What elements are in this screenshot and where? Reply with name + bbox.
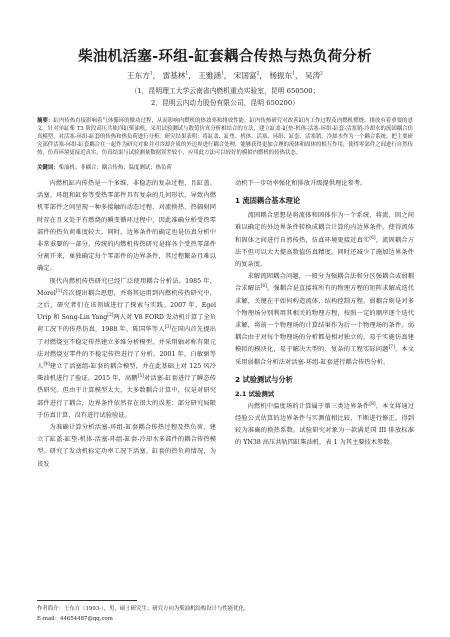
citation: [1] [55,288,63,294]
author-affiliation-mark: 1 [149,71,153,77]
body-paragraph: 动机下一步功率强化和排放升级提供理论参考。 [235,180,367,187]
body-paragraph: 流固耦合思想是将流体和固体作为一个系统，将流、固之间难以确定的外边界条件转换成耦合计算的内边界条件，使得流体和固体之间进行自然传热，仿真环境更接近真实[6]，流固耦合方法不但可以大大提高数值仿真精度，同时还减少了施加边界条件的复杂度。 [235,212,415,269]
email-label: E-mail： [37,616,61,622]
citation: [6] [260,284,267,290]
body-paragraph: 内燃机中温度场的计算属于第三类边界条件[8]。本文将通过经验公式估算的边界条件与实测值相比较，不断进行修正，得到较为准确的换热系数。试验研究对象为一款满足国 III 排放标准的 YN38 高压共轨四缸柴油机，表 1 为其主要技术参数。 [235,401,415,447]
abstract-label: 摘要： [37,118,54,124]
author-name: 雷基林 [162,71,186,80]
citation: [7] [388,345,395,351]
citation: [5] [137,374,144,380]
citation: [4] [43,361,50,367]
body-paragraph: 求解流固耦合问题，一般分为强耦合法和分区强耦合或弱耦合求解法[6]。强耦合是直接将所有的物理方程的矩阵求解成迭代求解，关键在于如何构造流体、结构控制方程。弱耦合则是对多个物理场分别利用其相关的物理方程，按照一定的顺序逐个迭代求解，将前一个物理场的计算结果作为后一个物理场的条件。弱耦合由于对每个物理场的分析都是相对独立的，易于实施仿真建模拟的模块化，易于解决大型的、复杂的工程实际问题[7]。本文采用弱耦合分析法对活塞-环组-缸套进行耦合传热分析。 [235,273,415,366]
citation: [3] [164,325,171,331]
author-name: 王雅涵 [198,71,221,80]
keywords-label: 关键词： [37,165,59,171]
abstract-text: 缸内传热直接影响着气体循环的做功过程，从而影响内燃机的热效率和排放性能。缸内传热研究对改善缸内工作过程及内燃机燃烧、排放有着重要的意义。针对单缸柴 T3 阶段高压共轨四缸柴油机，采用试验测试与数值仿真分析相结合的方法，建立缸盖-缸垫-机体-活塞-环组-缸套-活塞销-冷却水的流固耦合仿真模型，对活塞-环组-缸套的传热和热负荷进行分析。研究结果表明：将缸盖、缸垫、机体、活塞、环组、缸套、活塞销、冷却水作为一个耦合系统，把主要研究部件活塞-环组-缸套耦合在一起作为研究对象并对冷却介质的外边界进行耦合处理，能够获得更加合理的流体和固体的相互作用，使得零部件之间进行自然传热，仿真环境更接近真实，仿真结果与试验测量数据误差较小，应用此方法可以较好的模拟内燃机的传热状态。 [37,118,413,157]
author-name: 杨振东 [269,71,293,80]
keywords-text: 柴油机；非耦合；耦合传热；温度测试；热负荷 [58,165,172,171]
author-affiliation-mark: 1 [185,71,189,77]
body-paragraph: 为准确计算分析活塞-环组-缸套耦合传热过程及热负荷，建立了缸盖-缸垫-机体-活塞-环组-缸套-冷却水多部件的耦合传热模型。研究了发动机标定功率工况下活塞、缸套的热负荷情况，为该发 [37,424,216,468]
author-affiliation-mark: 1 [292,71,295,77]
footnote-divider [37,600,137,601]
author-line: 王东方$^1$， 雷基林$^1$， 王雅涵$^1$， 宋国富$^2$， 杨振东$^1$， 吴涛$^2$ [127,71,323,80]
email-footnote [37,614,113,622]
citation: [6] [369,235,376,241]
citation: [2] [107,313,114,319]
paper-title: 柴油机活塞-环组-缸套耦合传热与热负荷分析 [78,49,372,65]
keywords [37,163,413,171]
footnote-label: 作者简介： [37,606,64,612]
author-affiliation-mark: 1 [220,71,224,77]
subsection-heading: 2.1 试验测试 [235,389,275,398]
footnote-text: 王东方（1993-），男，硕士研究生；研究方向为柴油机结构设计与性能优化。 [63,606,250,612]
author-name: 宋国富 [233,71,257,80]
body-column-left [37,178,216,471]
author-name: 吴涛 [304,71,321,80]
body-paragraph: 现代内燃机传热研究已经广泛使用耦合分析法。1985 年，Morel[1]首次提出耦合思想，并将其运用到内燃机传热研究中，之后，研究者们在该领域进行了探索与实践。2007 年，Egel Urip 和 Song-Lin Yang[2]两人对 V8 FORD 发动机计算了全负荷工况下的传热仿真，1988 年，陈国华等人[3]在国内首先提出了对燃烧室不稳定传热建立多维分析模型，并采用轴对称有限元法对燃烧室零件的不稳定传热进行了分析。2001 年，白敏丽等人[4]建立了活塞组-缸套的耦合模型，并在此基础上对 125 风冷柴油机进行了验证。2015 年，高鹏[5]对活塞-缸套进行了瞬态传热研究。但由于计算模型太大，大多数耦合计算中，仅是对研究部件进行了耦合，边界条件依然存在很大的误差；部分研究局限于仿真计算，没有进行试验验证。 [37,277,217,419]
body-column-right [235,178,414,450]
section-heading: 2 试验测试与分析 [235,374,293,384]
affiliation-line-2: 2．昆明云内动力股份有限公司，昆明 650200） [151,99,299,107]
abstract [37,117,413,157]
author-name: 王东方 [127,71,150,80]
email-address: 44654487@qq.com [60,616,113,622]
affiliation-line-1: （1．昆明理工大学云南省内燃机重点实验室，昆明 650500； [130,87,320,95]
body-paragraph: 内燃机缸内传热是一个多维、非稳态的复杂过程，且缸盖、活塞、环组和缸套等受热零部件具有复杂的几何形状，导致内燃机零部件之间呈现一种多接触的动态过程，对流换热、热辐射同时存在且又处于有燃烧的瞬变循环过程中，因此准确分析受热零部件的热负荷难度较大。同时，边界条件的确定也是仿真分析中非常重要的一部分，传统的内燃机传热研究是将各个受热零部件分割开来，单独确定每个零部件的边界条件，其过程繁杂且难以确定。 [37,180,216,273]
author-footnote [37,604,249,612]
citation: [8] [369,401,376,407]
section-heading: 1 流固耦合基本理论 [235,196,301,206]
author-affiliation-mark: 2 [320,71,323,77]
author-affiliation-mark: 2 [256,71,260,77]
